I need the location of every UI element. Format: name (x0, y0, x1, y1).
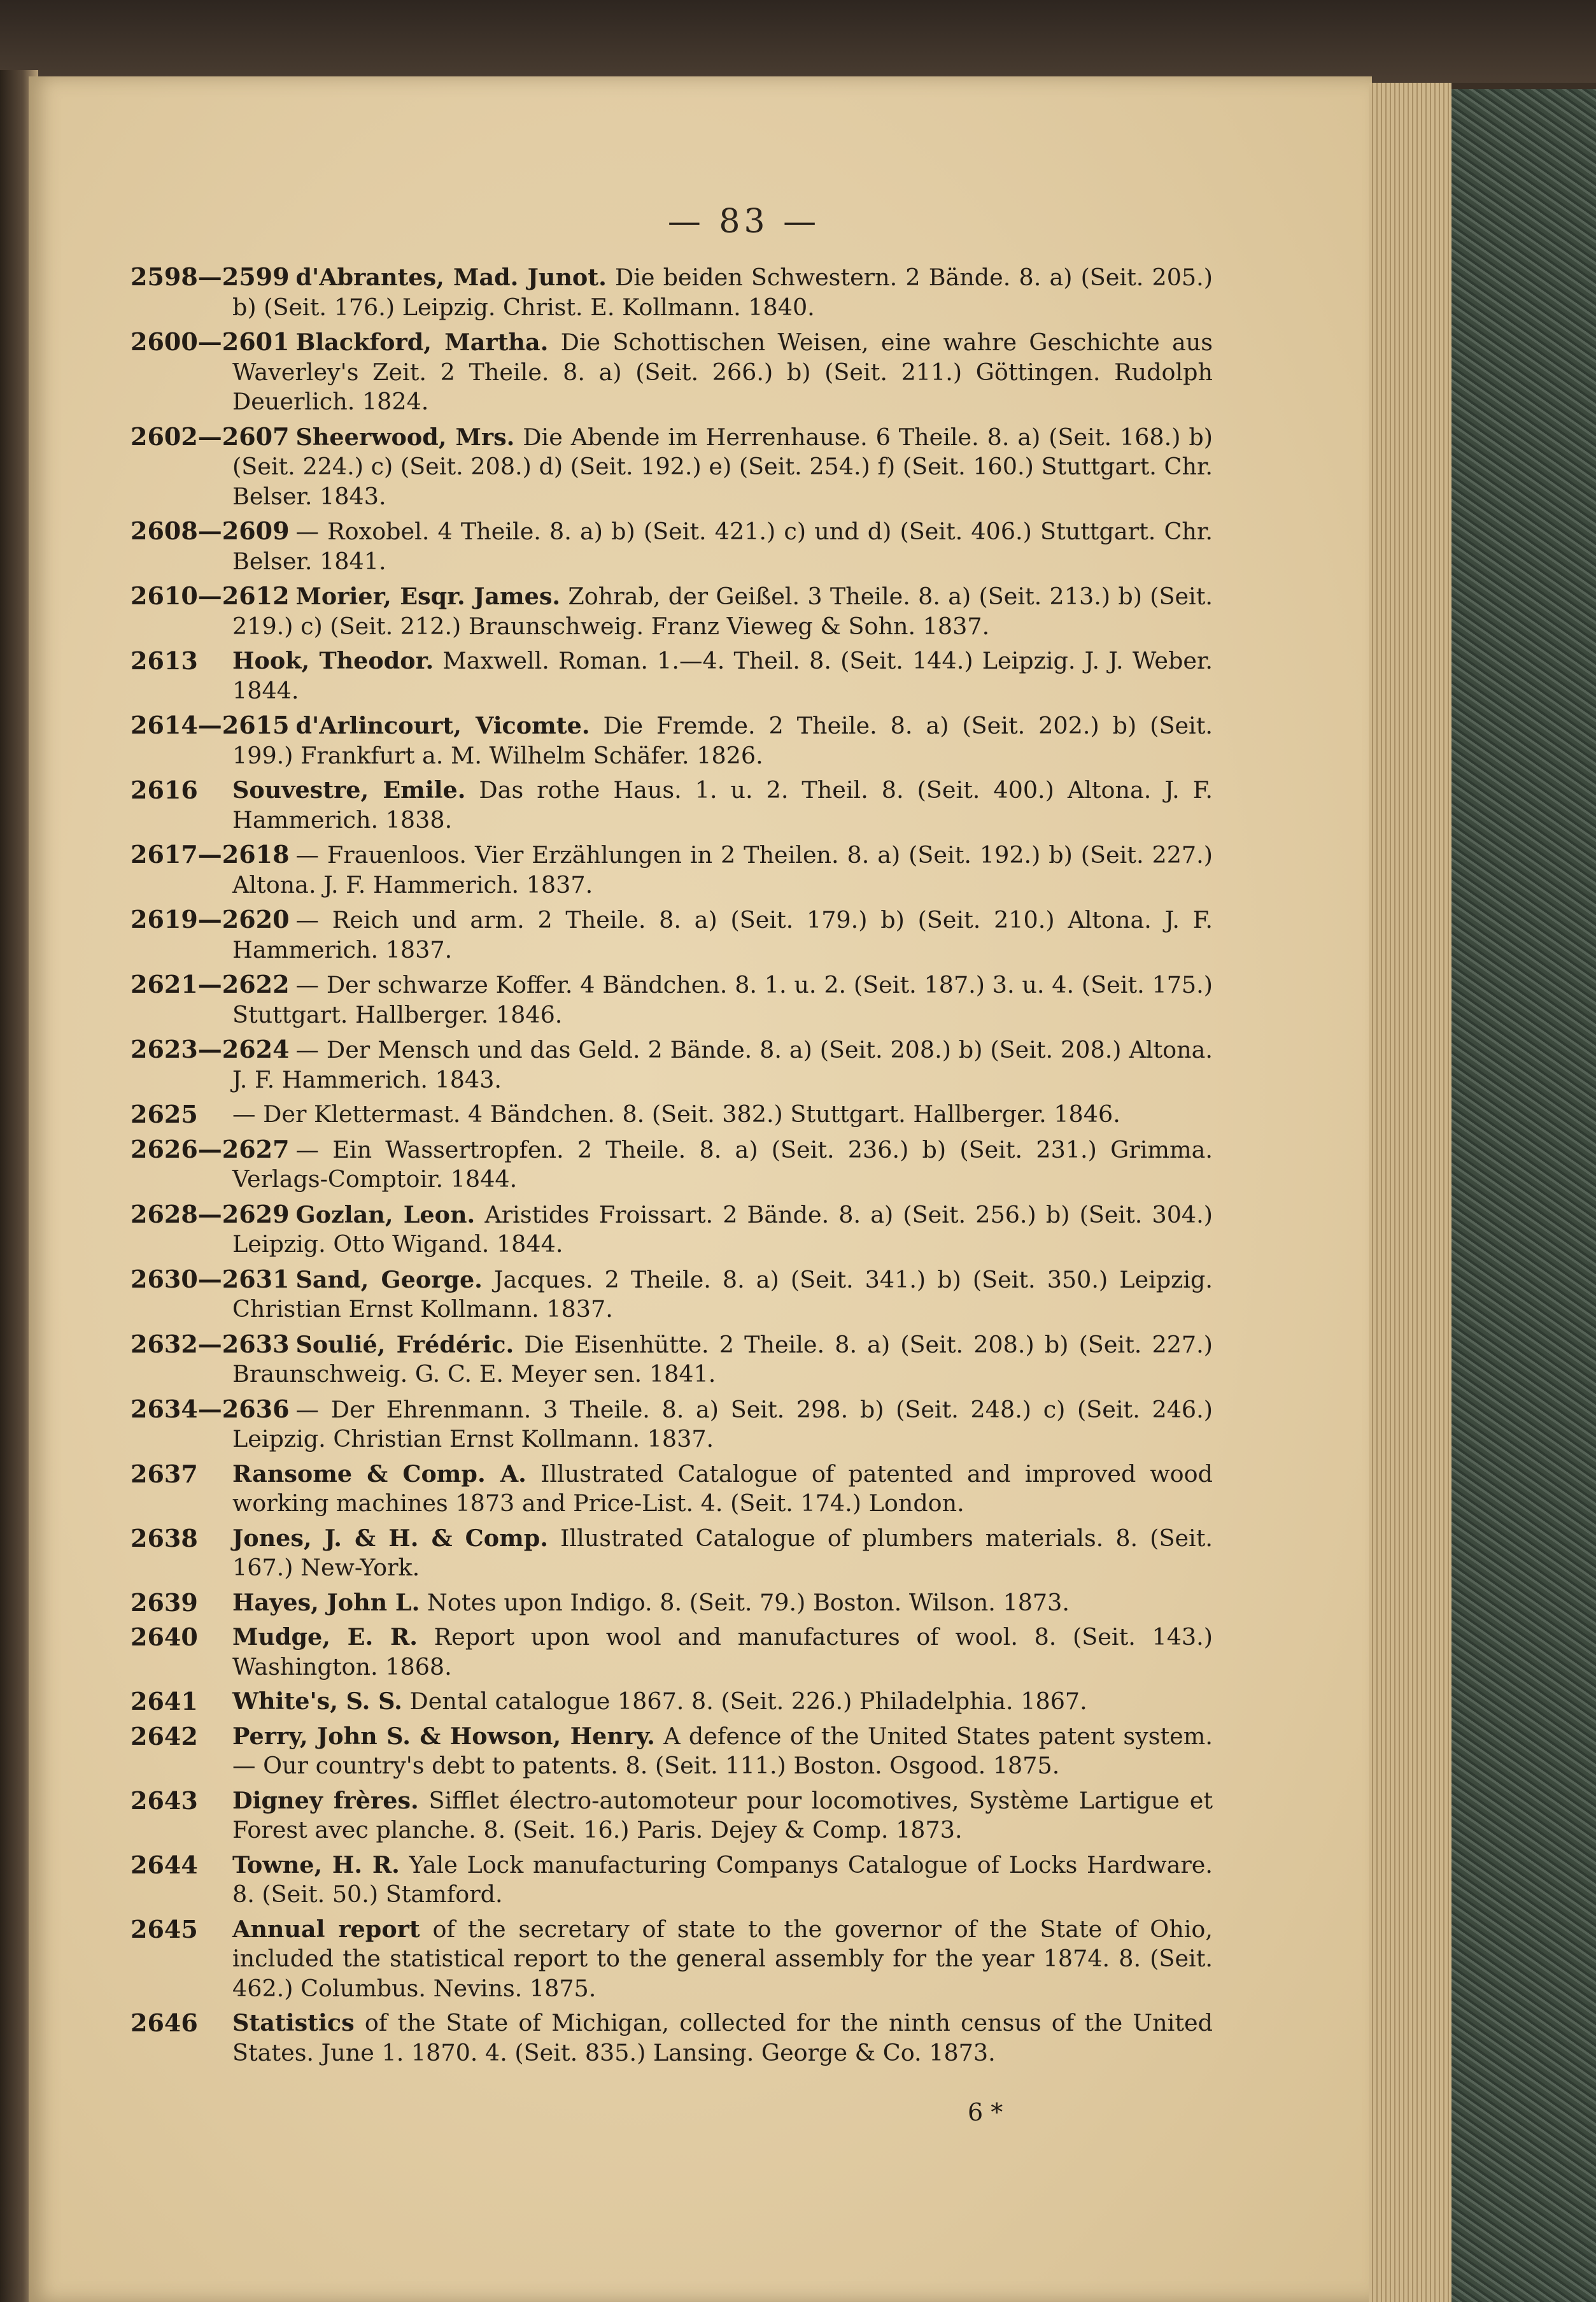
catalogue-entry (131, 1524, 1213, 1583)
catalogue-entry (131, 1687, 1213, 1717)
entry-text: Yale Lock manufacturing Companys Catalogue of Locks Hardware. 8. (Seit. 50.) Stamford. (232, 1851, 1213, 1908)
entry-text: Die Schottischen Weisen, eine wahre Geschichte aus Waverley's Zeit. 2 Theile. 8. a) (Seit. 266.) b) (Seit. 211.) Göttingen. Rudolph Deuerlich. 1824. (232, 329, 1213, 415)
entry-text: Maxwell. Roman. 1.—4. Theil. 8. (Seit. 144.) Leipzig. J. J. Weber. 1844. (232, 647, 1213, 704)
entry-number: 2628—2629 (131, 1199, 290, 1228)
entry-number: 2640 (131, 1623, 198, 1651)
entry-author: Souvestre, Emile. (232, 776, 466, 804)
entry-author: Sand, George. (295, 1265, 483, 1293)
entry-number: 2626—2627 (131, 1134, 290, 1163)
book-cover-edge (1451, 89, 1596, 2302)
catalogue-entry (131, 422, 1213, 512)
catalogue-entry (131, 1100, 1213, 1130)
catalogue-entry (131, 905, 1213, 965)
entry-text: Illustrated Catalogue of plumbers materials. 8. (Seit. 167.) New-York. (232, 1524, 1213, 1581)
entry-text: — Ein Wassertropfen. 2 Theile. 8. a) (Seit. 236.) b) (Seit. 231.) Grimma. Verlags-Comptoir. 1844. (232, 1135, 1213, 1193)
entry-text: — Der Ehrenmann. 3 Theile. 8. a) Seit. 298. b) (Seit. 248.) c) (Seit. 246.) Leipzig. Christian Ernst Kollmann. 1837. (232, 1395, 1213, 1453)
entry-text: A defence of the United States patent system. — Our country's debt to patents. 8. (Seit. 111.) Boston. Osgood. 1875. (232, 1722, 1213, 1779)
entry-number: 2644 (131, 1850, 198, 1879)
catalogue-entry (131, 581, 1213, 641)
entry-text: Die Eisenhütte. 2 Theile. 8. a) (Seit. 208.) b) (Seit. 227.) Braunschweig. G. C. E. Meyer sen. 1841. (232, 1330, 1213, 1388)
catalogue-entry (131, 262, 1213, 322)
entry-author: Soulié, Frédéric. (295, 1330, 514, 1358)
entry-text: of the State of Michigan, collected for the ninth census of the United States. June 1. 1870. 4. (Seit. 835.) Lansing. George & Co. 1873. (232, 2009, 1213, 2066)
catalogue-entry (131, 1200, 1213, 1260)
entry-author: Perry, John S. & Howson, Henry. (232, 1722, 655, 1750)
catalogue-entry (131, 327, 1213, 417)
entry-number: 2600—2601 (131, 327, 290, 356)
entry-author: Blackford, Martha. (295, 329, 549, 356)
page-edges (1369, 83, 1451, 2302)
entry-author: Annual report (232, 1915, 420, 1943)
catalogue-entry (131, 2008, 1213, 2068)
entry-text: Notes upon Indigo. 8. (Seit. 79.) Boston. Wilson. 1873. (427, 1588, 1070, 1616)
catalogue-entry (131, 1330, 1213, 1389)
entry-text: — Frauenloos. Vier Erzählungen in 2 Theilen. 8. a) (Seit. 192.) b) (Seit. 227.) Altona. J. F. Hammerich. 1837. (232, 841, 1213, 899)
catalogue-entry (131, 1395, 1213, 1454)
entry-text: Die Abende im Herrenhause. 6 Theile. 8. a) (Seit. 168.) b) (Seit. 224.) c) (Seit. 208.) d) (Seit. 192.) e) (Seit. 254.) f) (Seit. 160.) Stuttgart. Chr. Belser. 1843. (232, 423, 1213, 510)
entry-author: Hook, Theodor. (232, 647, 434, 674)
catalogue-entry (131, 1035, 1213, 1095)
entry-author: Jones, J. & H. & Comp. (232, 1524, 548, 1552)
entry-text: Zohrab, der Geißel. 3 Theile. 8. a) (Seit. 213.) b) (Seit. 219.) c) (Seit. 212.) Braunschweig. Franz Vieweg & Sohn. 1837. (232, 583, 1213, 640)
entry-author: Morier, Esqr. James. (295, 583, 561, 610)
entry-number: 2646 (131, 2008, 198, 2037)
catalogue-entry (131, 1722, 1213, 1781)
entry-author: Towne, H. R. (232, 1851, 400, 1879)
entry-text: Aristides Froissart. 2 Bände. 8. a) (Seit. 256.) b) (Seit. 304.) Leipzig. Otto Wigand. 1844. (232, 1200, 1213, 1258)
entry-number: 2642 (131, 1721, 198, 1751)
entry-text: Sifflet électro-automoteur pour locomotives, Système Lartigue et Forest avec planche. 8. (Seit. 16.) Paris. Dejey & Comp. 1873. (232, 1786, 1213, 1844)
catalogue-entry (131, 711, 1213, 771)
entry-author: Digney frères. (232, 1786, 419, 1814)
entry-author: Ransome & Comp. A. (232, 1460, 526, 1488)
entry-number: 2621—2622 (131, 970, 290, 998)
entry-number: 2634—2636 (131, 1394, 290, 1423)
entry-author: d'Arlincourt, Vicomte. (295, 712, 590, 739)
catalogue-entry (131, 646, 1213, 706)
scan-top-border (0, 0, 1596, 83)
entry-number: 2645 (131, 1914, 198, 1943)
entry-text: Das rothe Haus. 1. u. 2. Theil. 8. (Seit. 400.) Altona. J. F. Hammerich. 1838. (232, 776, 1213, 834)
entry-number: 2617—2618 (131, 840, 290, 869)
catalogue-entry (131, 1786, 1213, 1845)
catalogue-entry (131, 1135, 1213, 1195)
catalogue-entry (131, 1460, 1213, 1519)
entry-author: Mudge, E. R. (232, 1623, 418, 1651)
entry-text: Jacques. 2 Theile. 8. a) (Seit. 341.) b) (Seit. 350.) Leipzig. Christian Ernst Kollmann. 1837. (232, 1265, 1213, 1323)
catalogue-entry (131, 970, 1213, 1030)
page-number: — 83 — (667, 202, 821, 241)
entry-text: — Der Klettermast. 4 Bändchen. 8. (Seit. 382.) Stuttgart. Hallberger. 1846. (232, 1100, 1120, 1128)
entry-number: 2608—2609 (131, 516, 290, 545)
entry-number: 2602—2607 (131, 422, 290, 451)
catalogue-entry (131, 1623, 1213, 1682)
entry-number: 2619—2620 (131, 905, 290, 934)
entry-text: — Der Mensch und das Geld. 2 Bände. 8. a) (Seit. 208.) b) (Seit. 208.) Altona. J. F. Hammerich. 1843. (232, 1036, 1213, 1093)
entry-number: 2614—2615 (131, 711, 290, 739)
entry-number: 2598—2599 (131, 262, 290, 291)
entry-number: 2610—2612 (131, 581, 290, 610)
entry-text: Dental catalogue 1867. 8. (Seit. 226.) Philadelphia. 1867. (409, 1687, 1087, 1715)
catalogue-entry (131, 776, 1213, 835)
entry-number: 2638 (131, 1523, 198, 1552)
entry-number: 2623—2624 (131, 1035, 290, 1063)
entry-author: Sheerwood, Mrs. (295, 423, 515, 451)
entry-author: d'Abrantes, Mad. Junot. (295, 264, 607, 291)
entry-text: of the secretary of state to the governor of the State of Ohio, included the statistical report to the general assembly for the year 1874. 8. (Seit. 462.) Columbus. Nevins. 1875. (232, 1915, 1213, 2002)
entry-number: 2616 (131, 776, 198, 804)
entry-text: Illustrated Catalogue of patented and improved wood working machines 1873 and Price-List. 4. (Seit. 174.) London. (232, 1460, 1213, 1517)
entry-text: — Reich und arm. 2 Theile. 8. a) (Seit. 179.) b) (Seit. 210.) Altona. J. F. Hammerich. 1837. (232, 906, 1213, 963)
entry-number: 2632—2633 (131, 1329, 290, 1358)
catalogue-entry (131, 1265, 1213, 1325)
entry-text: — Der schwarze Koffer. 4 Bändchen. 8. 1. u. 2. (Seit. 187.) 3. u. 4. (Seit. 175.) Stuttgart. Hallberger. 1846. (232, 971, 1213, 1028)
entry-author: Gozlan, Leon. (295, 1200, 476, 1228)
entry-number: 2637 (131, 1459, 198, 1488)
entry-number: 2639 (131, 1588, 198, 1617)
entry-author: Statistics (232, 2009, 355, 2036)
signature-mark: 6 * (968, 2098, 1003, 2126)
catalogue-entry (131, 1915, 1213, 2004)
catalogue-entry (131, 1588, 1213, 1618)
entry-text: Die beiden Schwestern. 2 Bände. 8. a) (Seit. 205.) b) (Seit. 176.) Leipzig. Christ. E. Kollmann. 1840. (232, 264, 1213, 321)
catalogue-entries (131, 262, 1213, 2073)
entry-text: Die Fremde. 2 Theile. 8. a) (Seit. 202.) b) (Seit. 199.) Frankfurt a. M. Wilhelm Schäfer. 1826. (232, 712, 1213, 769)
catalogue-entry (131, 1851, 1213, 1910)
entry-number: 2630—2631 (131, 1264, 290, 1293)
entry-author: White's, S. S. (232, 1687, 402, 1715)
entry-text: — Roxobel. 4 Theile. 8. a) b) (Seit. 421.) c) und d) (Seit. 406.) Stuttgart. Chr. Belser. 1841. (232, 518, 1213, 575)
entry-number: 2613 (131, 646, 198, 675)
catalogue-entry (131, 516, 1213, 576)
entry-number: 2641 (131, 1687, 198, 1716)
entry-number: 2643 (131, 1786, 198, 1815)
entry-text: Report upon wool and manufactures of wool. 8. (Seit. 143.) Washington. 1868. (232, 1623, 1213, 1680)
entry-number: 2625 (131, 1100, 198, 1128)
catalogue-entry (131, 840, 1213, 900)
entry-author: Hayes, John L. (232, 1588, 420, 1616)
